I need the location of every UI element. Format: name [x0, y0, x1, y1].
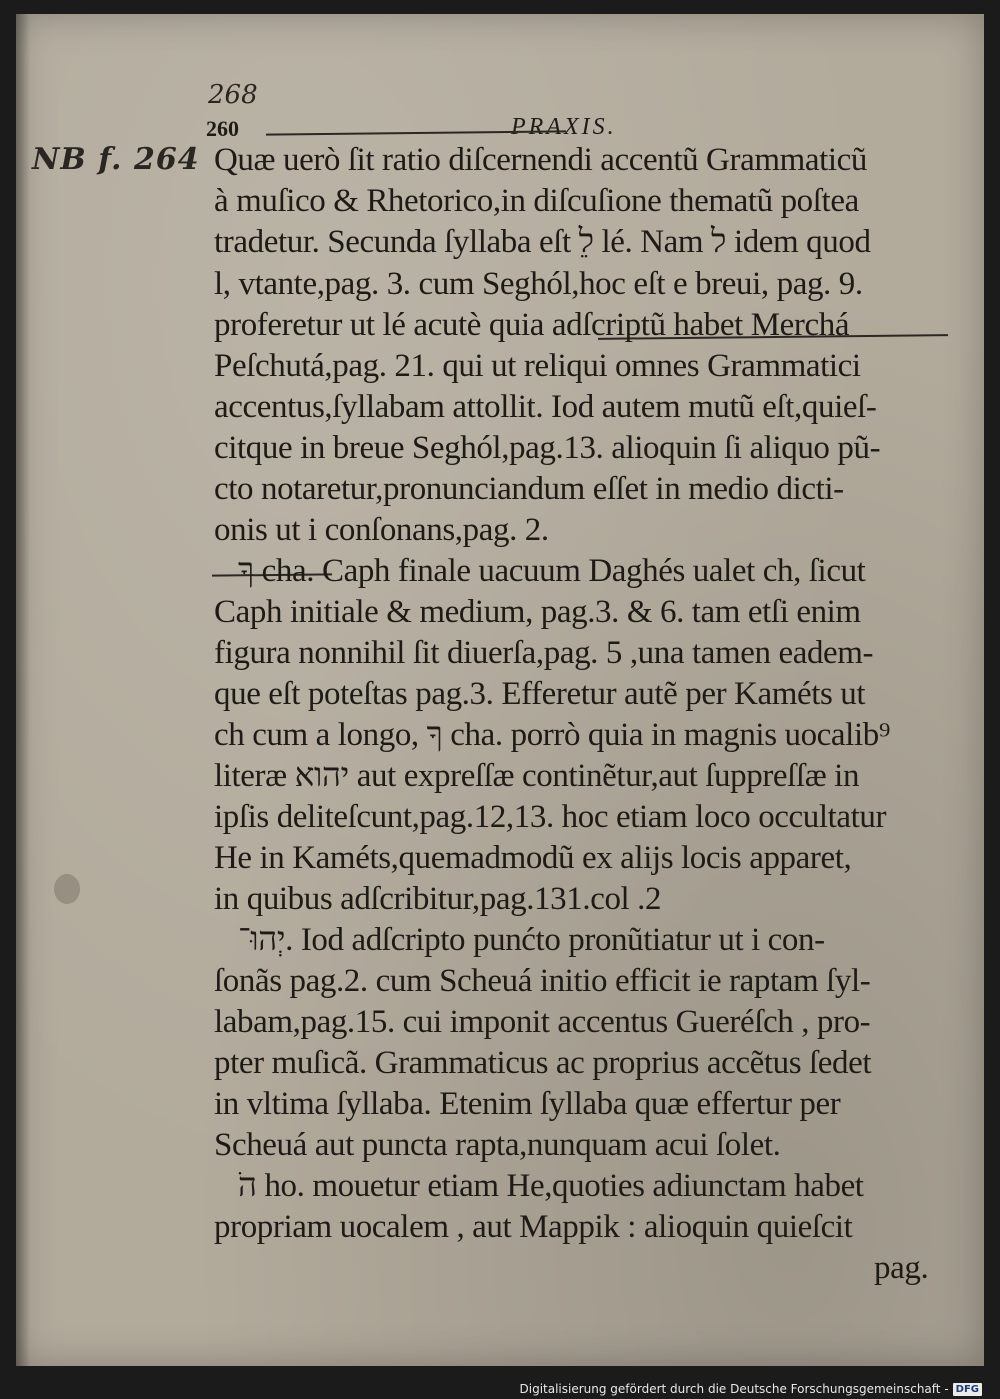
- credit-text: Digitalisierung gefördert durch die Deutsche Forschungsgemeinschaft -: [519, 1382, 949, 1396]
- text-line: ipſis deliteſcunt,pag.12,13. hoc etiam loco occultatur: [214, 799, 887, 835]
- text-line: יְהוּ־. Iod adſcripto punćto pronũtiatur ut i con-: [238, 922, 825, 958]
- text-line: ch cum a longo, ךָ cha. porrò quia in magnis uocalib⁹: [214, 717, 890, 753]
- text-line: cto notaretur,pronunciandum eſſet in medio dicti-: [214, 471, 844, 507]
- book-page: [16, 14, 984, 1366]
- text-line: accentus,ſyllabam attollit. Iod autem mutũ eſt,quieſ-: [214, 389, 877, 425]
- text-line: figura nonnihil ſit diuerſa,pag. 5 ,una tamen eadem-: [214, 635, 874, 671]
- catchword: pag.: [874, 1250, 929, 1286]
- text-line: pter muſicã. Grammaticus ac proprius accẽtus ſedet: [214, 1045, 872, 1081]
- dfg-logo: DFG: [953, 1383, 982, 1396]
- text-line: in quibus adſcribitur,pag.131.col .2: [214, 881, 662, 917]
- text-line: ךָ cha. Caph finale uacuum Daghés ualet ch, ſicut: [238, 553, 866, 589]
- text-line: que eſt poteſtas pag.3. Efferetur autẽ per Kaméts ut: [214, 676, 866, 712]
- page-number: 260: [206, 116, 239, 141]
- text-line: Quæ uerò ſit ratio diſcernendi accentũ Grammaticũ: [214, 142, 867, 178]
- text-line: labam,pag.15. cui imponit accentus Gueréſch , pro-: [214, 1004, 871, 1040]
- text-line: à muſico & Rhetorico,in diſcuſione thematũ poſtea: [214, 183, 859, 219]
- text-line: ſonãs pag.2. cum Scheuá initio efficit ie raptam ſyl-: [214, 963, 871, 999]
- text-line: Scheuá aut puncta rapta,nunquam acui ſolet.: [214, 1127, 781, 1163]
- text-line: tradetur. Secunda ſyllaba eſt לֵ lé. Nam ל idem quod: [214, 224, 871, 260]
- text-line: literæ יהוא aut expreſſæ continẽtur,aut ſuppreſſæ in: [214, 758, 860, 794]
- text-line: He in Kaméts,quemadmodũ ex alijs locis apparet,: [214, 840, 852, 876]
- running-head: PRAXIS.: [511, 114, 617, 140]
- text-line: proferetur ut lé acutè quia adſcriptũ habet Merchá: [214, 307, 850, 343]
- text-line: onis ut i conſonans,pag. 2.: [214, 512, 549, 548]
- text-line: citque in breue Seghól,pag.13. alioquin ſi aliquo pũ-: [214, 430, 881, 466]
- handwritten-margin-note: NB f. 264: [32, 142, 200, 177]
- body-text: [16, 14, 984, 1366]
- text-line: Peſchutá,pag. 21. qui ut reliqui omnes Grammatici: [214, 348, 861, 384]
- digitization-credit: [520, 1382, 983, 1396]
- text-line: Caph initiale & medium, pag.3. & 6. tam etſi enim: [214, 594, 861, 630]
- text-line: l, vtante,pag. 3. cum Seghól,hoc eſt e breui, pag. 9.: [214, 266, 863, 302]
- text-line: הֹ ho. mouetur etiam He,quoties adiunctam habet: [238, 1168, 864, 1204]
- handwritten-page-correction: 268: [208, 80, 258, 110]
- text-line: in vltima ſyllaba. Etenim ſyllaba quæ effertur per: [214, 1086, 841, 1122]
- text-line: propriam uocalem , aut Mappik : alioquin quieſcit: [214, 1209, 853, 1245]
